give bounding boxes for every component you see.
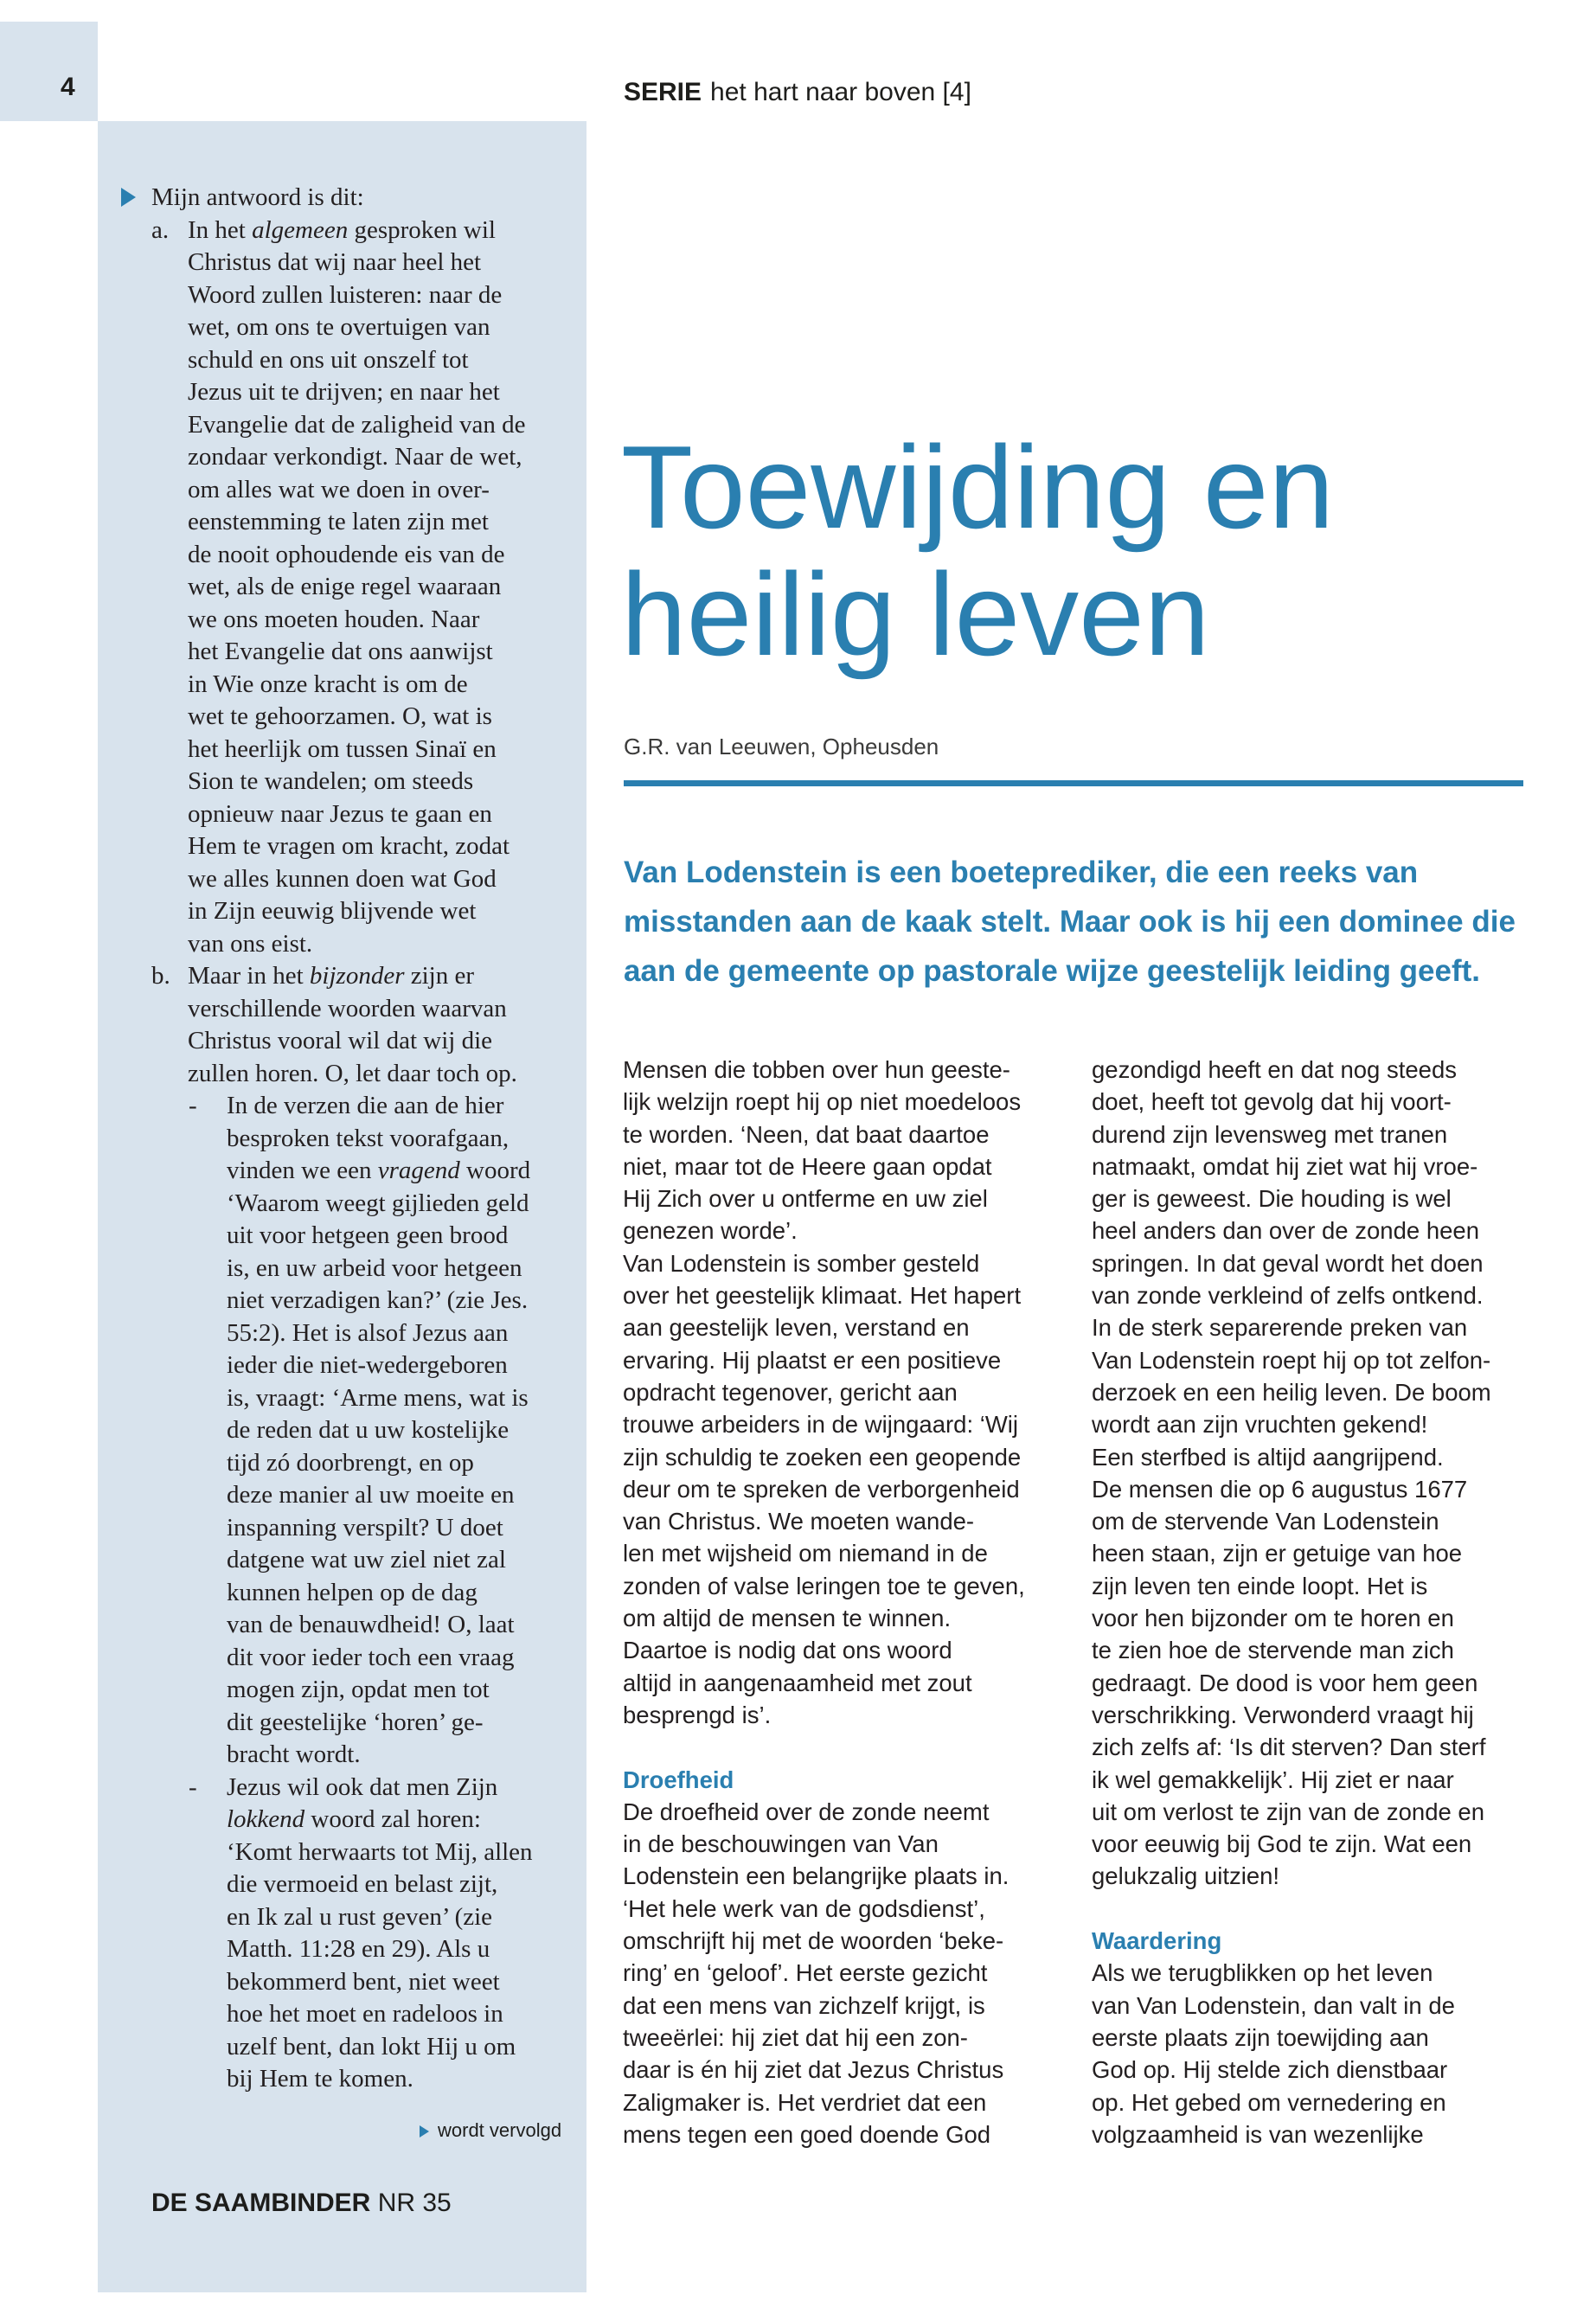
text-line: Daartoe is nodig dat ons woord <box>623 1637 952 1664</box>
text-line <box>188 376 571 409</box>
text-line: Als we terugblikken op het leven <box>1092 1959 1433 1987</box>
text-line: len met wijsheid om niemand in de <box>623 1540 988 1567</box>
sidebar-dash-item-2 <box>121 1772 571 2096</box>
text-line <box>227 1253 571 1285</box>
subheading-waardering: Waardering <box>1092 1927 1222 1955</box>
text-line <box>227 1544 571 1577</box>
text-line <box>188 506 571 539</box>
text-line <box>227 1382 571 1415</box>
text-line: op. Het gebed om vernedering en <box>1092 2088 1446 2116</box>
text-line: natmaakt, omdat hij ziet wat hij vroe- <box>1092 1152 1478 1180</box>
text-line: dat een mens van zichzelf krijgt, is <box>623 1991 985 2019</box>
series-title: het hart naar boven [4] <box>710 78 971 106</box>
text-segment: niet verzadigen kan?’ (zie Jes. <box>227 1286 529 1314</box>
text-segment: zullen horen. O, let daar toch op. <box>188 1059 517 1087</box>
text-line: voor eeuwig bij God te zijn. Wat een <box>1092 1830 1472 1858</box>
text-segment: zondaar verkondigt. Naar de wet, <box>188 443 522 471</box>
text-segment: datgene wat uw ziel niet zal <box>227 1546 506 1574</box>
text-line: van Van Lodenstein, dan valt in de <box>1092 1991 1455 2019</box>
text-line <box>227 1285 571 1317</box>
text-line: ‘Het hele werk van de godsdienst’, <box>623 1894 985 1922</box>
lead-paragraph <box>624 848 1554 996</box>
publication-name: DE SAAMBINDER <box>151 2189 371 2217</box>
article-title <box>621 421 1564 680</box>
text-line: over het geestelijk klimaat. Het hapert <box>623 1282 1022 1310</box>
text-segment: Christus dat wij naar heel het <box>188 248 482 276</box>
text-line <box>227 1772 571 1804</box>
text-line: springen. In dat geval wordt het doen <box>1092 1249 1484 1277</box>
text-line: opdracht tegenover, gericht aan <box>623 1378 958 1406</box>
continued-link[interactable] <box>420 2119 561 2142</box>
sidebar-item-body <box>227 1090 571 1772</box>
emphasis: bijzonder <box>309 962 405 990</box>
text-line: gelukzalig uitzien! <box>1092 1862 1280 1890</box>
text-line: om altijd de mensen te winnen. <box>623 1605 952 1632</box>
text-line: Van Lodenstein is somber gesteld <box>623 1249 980 1277</box>
text-line: zijn leven ten einde loopt. Het is <box>1092 1572 1428 1599</box>
body-column-1 <box>623 1054 1073 2150</box>
text-line: zijn schuldig te zoeken een geopende <box>623 1443 1022 1471</box>
sidebar-dash-item-1 <box>121 1090 571 1772</box>
text-line: wordt aan zijn vruchten gekend! <box>1092 1411 1428 1439</box>
text-segment: wet, om ons te overtuigen van <box>188 313 490 341</box>
text-segment: In het <box>188 215 253 244</box>
text-segment: is, en uw arbeid voor hetgeen <box>227 1253 522 1282</box>
text-line <box>188 960 571 993</box>
text-line: zich zelfs af: ‘Is dit sterven? Dan sterf <box>1092 1734 1486 1761</box>
text-segment: het Evangelie dat ons aanwijst <box>188 638 493 665</box>
text-segment: uit voor hetgeen geen brood <box>227 1221 509 1249</box>
body-column-2 <box>1092 1054 1542 2150</box>
text-line: ik wel gemakkelijk’. Hij ziet er naar <box>1092 1766 1454 1793</box>
text-segment: schuld en ons uit onszelf tot <box>188 345 469 374</box>
lead-line: aan de gemeente op pastorale wijze geestelijk leiding geeft. <box>624 954 1481 988</box>
dash-marker: - <box>189 1772 197 1801</box>
text-line <box>188 830 571 863</box>
text-line <box>227 1804 571 1836</box>
text-line: deur om te spreken de verborgenheid <box>623 1475 1020 1503</box>
text-line <box>227 1577 571 1610</box>
text-line <box>188 215 571 247</box>
text-line <box>188 928 571 961</box>
paragraph <box>1092 1957 1542 2150</box>
text-segment: Jezus uit te drijven; en naar het <box>188 378 500 406</box>
text-line <box>227 1674 571 1707</box>
text-segment: in Wie onze kracht is om de <box>188 670 468 698</box>
text-line <box>227 1933 571 1966</box>
text-segment: 55:2). Het is alsof Jezus aan <box>227 1318 509 1347</box>
text-segment: In de verzen die aan de hier <box>227 1092 504 1119</box>
text-line <box>188 247 571 279</box>
text-line <box>227 1479 571 1512</box>
text-line: heel anders dan over de zonde heen <box>1092 1217 1479 1245</box>
text-line: te zien hoe de stervende man zich <box>1092 1637 1454 1664</box>
text-segment: woord zal horen: <box>304 1805 481 1833</box>
sidebar-intro <box>121 182 571 215</box>
text-line: Zaligmaker is. Het verdriet dat een <box>623 2088 987 2116</box>
text-line: om de stervende Van Lodenstein <box>1092 1508 1439 1535</box>
text-line <box>188 539 571 572</box>
text-line: Een sterfbed is altijd aangrijpend. <box>1092 1443 1444 1471</box>
text-line <box>188 571 571 604</box>
continued-text: wordt vervolgd <box>438 2119 562 2141</box>
text-segment: de reden dat u uw kostelijke <box>227 1416 510 1444</box>
text-line: lijk welzijn roept hij op niet moedeloos <box>623 1088 1022 1116</box>
text-line <box>188 636 571 669</box>
text-line <box>227 1123 571 1156</box>
text-line: Mensen die tobben over hun geeste- <box>623 1056 1010 1083</box>
text-line: volgzaamheid is van wezenlijke <box>1092 2120 1424 2148</box>
text-line: Lodenstein een belangrijke plaats in. <box>623 1862 1010 1890</box>
text-segment: vinden we een <box>227 1157 378 1184</box>
text-segment: bracht wordt. <box>227 1740 361 1768</box>
text-segment: bij Hem te komen. <box>227 2065 413 2093</box>
text-line: verschrikking. Verwonderd vraagt hij <box>1092 1701 1474 1728</box>
text-line: besprengd is’. <box>623 1701 772 1728</box>
text-segment: woord <box>459 1157 531 1184</box>
text-line: uit om verlost te zijn van de zonde en <box>1092 1798 1485 1825</box>
emphasis: lokkend <box>227 1805 305 1833</box>
text-segment: Maar in het <box>188 962 310 990</box>
text-segment: die vermoeid en belast zijt, <box>227 1870 498 1898</box>
text-segment: ‘Komt herwaarts tot Mij, allen <box>227 1837 533 1866</box>
text-segment: opnieuw naar Jezus te gaan en <box>188 799 492 828</box>
text-segment: ieder die niet-wedergeboren <box>227 1351 508 1379</box>
title-line-1: Toewijding en <box>621 421 1335 553</box>
text-line <box>188 279 571 312</box>
text-segment: kunnen helpen op de dag <box>227 1578 478 1606</box>
text-segment: eenstemming te laten zijn met <box>188 508 489 535</box>
text-line <box>188 1025 571 1058</box>
text-line <box>227 1155 571 1188</box>
paragraph-gap <box>1092 1893 1542 1925</box>
list-marker: a. <box>151 215 170 244</box>
text-line <box>227 2063 571 2096</box>
text-line <box>227 1642 571 1675</box>
text-line: durend zijn levensweg met tranen <box>1092 1120 1448 1148</box>
text-line <box>227 1836 571 1869</box>
text-line <box>188 701 571 734</box>
sidebar-text <box>121 182 571 2096</box>
text-line <box>227 1188 571 1221</box>
text-line <box>188 734 571 766</box>
series-label: SERIE <box>624 78 702 106</box>
sidebar-item-body <box>188 215 571 961</box>
text-line: In de sterk separerende preken van <box>1092 1314 1468 1342</box>
sidebar-item-body <box>188 960 571 1090</box>
text-segment: ‘Waarom weegt gijlieden geld <box>227 1189 529 1217</box>
text-line: zonden of valse leringen toe te geven, <box>623 1572 1025 1599</box>
text-line <box>188 344 571 377</box>
text-line <box>188 669 571 702</box>
text-segment: tijd zó doorbrengt, en op <box>227 1448 474 1477</box>
lead-line: misstanden aan de kaak stelt. Maar ook is hij een dominee die <box>624 905 1516 939</box>
text-line <box>227 1090 571 1123</box>
text-line <box>227 1220 571 1253</box>
text-line <box>227 1349 571 1382</box>
text-line <box>227 1707 571 1740</box>
text-segment: bekommerd bent, niet weet <box>227 1967 500 1996</box>
text-line: derzoek en een heilig leven. De boom <box>1092 1378 1491 1406</box>
text-segment: deze manier al uw moeite en <box>227 1481 515 1509</box>
text-segment: we alles kunnen doen wat God <box>188 864 497 893</box>
text-line <box>227 1739 571 1772</box>
paragraph <box>623 1054 1073 1731</box>
text-segment: Evangelie dat de zaligheid van de <box>188 410 526 439</box>
emphasis: algemeen <box>252 215 349 244</box>
text-segment: wet, als de enige regel waaraan <box>188 573 502 600</box>
text-segment: en Ik zal u rust geven’ (zie <box>227 1902 493 1931</box>
text-segment: Sion te wandelen; om steeds <box>188 767 474 795</box>
text-segment: inspanning verspilt? U doet <box>227 1513 503 1541</box>
title-line-2: heilig leven <box>621 548 1210 680</box>
text-line: in de beschouwingen van Van <box>623 1830 939 1858</box>
text-line <box>227 1512 571 1545</box>
text-line <box>188 1058 571 1091</box>
text-line: De droefheid over de zonde neemt <box>623 1798 990 1825</box>
author-byline: G.R. van Leeuwen, Opheusden <box>624 734 939 760</box>
text-line <box>188 798 571 831</box>
text-segment: het heerlijk om tussen Sinaï en <box>188 734 497 763</box>
text-segment: verschillende woorden waarvan <box>188 994 507 1022</box>
issue-number: NR 35 <box>377 2189 452 2217</box>
text-line <box>188 604 571 637</box>
text-line: tweeërlei: hij ziet dat hij een zon- <box>623 2023 968 2051</box>
text-line <box>188 311 571 344</box>
text-segment: we ons moeten houden. Naar <box>188 605 480 633</box>
text-segment: besproken tekst voorafgaan, <box>227 1124 510 1152</box>
dash-marker: - <box>189 1092 197 1119</box>
text-segment: mogen zijn, opdat men tot <box>227 1676 490 1703</box>
text-line <box>227 1317 571 1350</box>
list-marker: b. <box>151 962 170 990</box>
text-segment: van de benauwdheid! O, laat <box>227 1611 515 1638</box>
triangle-right-icon <box>420 2125 429 2138</box>
text-line: gezondigd heeft en dat nog steeds <box>1092 1056 1458 1083</box>
sidebar-item-b <box>121 960 571 1090</box>
text-segment: in Zijn eeuwig blijvende wet <box>188 897 477 925</box>
footer <box>151 2189 452 2218</box>
text-line: eerste plaats zijn toewijding aan <box>1092 2023 1429 2051</box>
text-line <box>188 993 571 1026</box>
paragraph <box>623 1796 1073 2150</box>
page-number-box <box>0 22 98 121</box>
text-line: daar is én hij ziet dat Jezus Christus <box>623 2056 1004 2084</box>
text-line <box>227 1966 571 1999</box>
page-number: 4 <box>61 73 75 101</box>
text-line <box>227 1901 571 1934</box>
text-segment: gesproken wil <box>348 215 496 244</box>
text-line <box>227 1868 571 1901</box>
text-line <box>188 863 571 896</box>
text-line: Van Lodenstein roept hij op tot zelfon- <box>1092 1346 1491 1374</box>
paragraph <box>1092 1054 1542 1893</box>
series-header <box>624 78 971 107</box>
text-line <box>227 1998 571 2031</box>
text-line: ervaring. Hij plaatst er een positieve <box>623 1346 1002 1374</box>
text-segment: hoe het moet en radeloos in <box>227 2000 503 2028</box>
text-segment: is, vraagt: ‘Arme mens, wat is <box>227 1383 529 1412</box>
text-segment: Hem te vragen om kracht, zodat <box>188 832 510 860</box>
sidebar-item-body <box>227 1772 571 2096</box>
text-line <box>227 2031 571 2064</box>
text-line: heen staan, zijn er getuige van hoe <box>1092 1540 1463 1567</box>
sidebar-item-a <box>121 215 571 961</box>
text-line: altijd in aangenaamheid met zout <box>623 1669 972 1696</box>
text-segment: de nooit ophoudende eis van de <box>188 540 505 568</box>
text-line: aan geestelijk leven, verstand en <box>623 1314 970 1342</box>
text-line: omschrijft hij met de woorden ‘beke- <box>623 1927 1004 1955</box>
text-line <box>188 474 571 507</box>
text-segment: Matth. 11:28 en 29). Als u <box>227 1935 490 1963</box>
text-line: God op. Hij stelde zich dienstbaar <box>1092 2056 1448 2084</box>
text-line <box>188 409 571 442</box>
triangle-bullet-icon <box>121 188 136 207</box>
text-line: Hij Zich over u ontferme en uw ziel <box>623 1185 988 1213</box>
text-line <box>188 441 571 474</box>
text-line <box>227 1609 571 1642</box>
text-line: doet, heeft tot gevolg dat hij voort- <box>1092 1088 1452 1116</box>
text-line: De mensen die op 6 augustus 1677 <box>1092 1475 1468 1503</box>
text-line <box>188 895 571 928</box>
text-segment: om alles wat we doen in over- <box>188 475 490 503</box>
text-line: ger is geweest. Die houding is wel <box>1092 1185 1452 1213</box>
text-segment: Woord zullen luisteren: naar de <box>188 280 503 309</box>
lead-line: Van Lodenstein is een boeteprediker, die een reeks van <box>624 856 1419 889</box>
text-line: mens tegen een goed doende God <box>623 2120 991 2148</box>
divider <box>624 780 1523 786</box>
text-line <box>188 766 571 798</box>
subheading-droefheid: Droefheid <box>623 1766 734 1793</box>
text-line: van zonde verkleind of zelfs ontkend. <box>1092 1282 1484 1310</box>
text-line: niet, maar tot de Heere gaan opdat <box>623 1152 992 1180</box>
text-line <box>227 1414 571 1447</box>
text-segment: van ons eist. <box>188 929 313 958</box>
text-line: van Christus. We moeten wande- <box>623 1508 975 1535</box>
emphasis: vragend <box>377 1157 460 1184</box>
text-segment: Jezus wil ook dat men Zijn <box>227 1772 498 1801</box>
text-line: genezen worde’. <box>623 1217 798 1245</box>
text-line <box>227 1447 571 1480</box>
sidebar-intro-text: Mijn antwoord is dit: <box>151 183 364 211</box>
text-segment: Christus vooral wil dat wij die <box>188 1027 492 1054</box>
text-segment: dit geestelijke ‘horen’ ge- <box>227 1708 484 1736</box>
text-segment: zijn er <box>404 962 474 990</box>
text-line: trouwe arbeiders in de wijngaard: ‘Wij <box>623 1411 1019 1439</box>
text-segment: dit voor ieder toch een vraag <box>227 1643 515 1671</box>
text-line: ring’ en ‘geloof’. Het eerste gezicht <box>623 1959 988 1987</box>
text-segment: wet te gehoorzamen. O, wat is <box>188 702 492 730</box>
text-line: gedraagt. De dood is voor hem geen <box>1092 1669 1478 1696</box>
text-segment: uzelf bent, dan lokt Hij u om <box>227 2032 516 2061</box>
text-line: te worden. ‘Neen, dat baat daartoe <box>623 1120 990 1148</box>
paragraph-gap <box>623 1731 1073 1763</box>
text-line: voor hen bijzonder om te horen en <box>1092 1605 1454 1632</box>
